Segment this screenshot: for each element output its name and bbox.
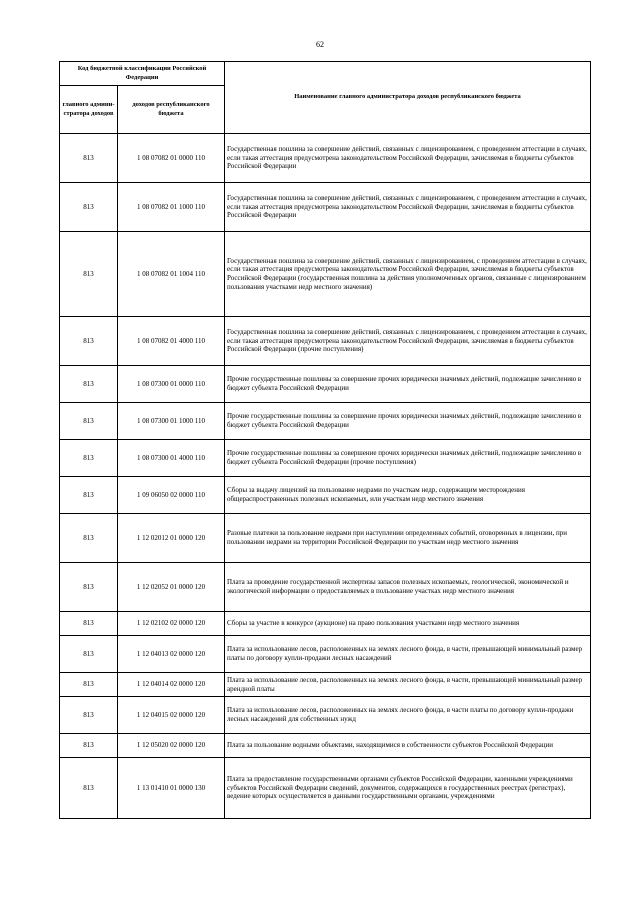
page-number: 62 <box>316 40 324 49</box>
admin-code-cell: 813 <box>60 673 118 697</box>
admin-code-cell: 813 <box>60 232 118 317</box>
revenue-name-cell: Плата за использование лесов, расположенных на землях лесного фонда, в части, превышающей минимальный размер платы по договору купли-продажи лесных насаждений <box>225 636 591 673</box>
revenue-name-cell: Сборы за выдачу лицензий на пользование недрами по участкам недр, содержащим месторождения общераспространенных полезных ископаемых, или участкам недр местного значения <box>225 477 591 514</box>
header-classification-code: Код бюджетной классификации Российской Федерации <box>60 62 225 86</box>
table-row <box>60 612 591 636</box>
revenue-name-cell: Прочие государственные пошлины за совершение прочих юридически значимых действий, подлежащие зачислению в бюджет субъекта Российской Федерации (прочие поступления) <box>225 440 591 477</box>
table-row <box>60 183 591 232</box>
table-row <box>60 440 591 477</box>
revenue-code-cell: 1 12 02052 01 0000 120 <box>118 563 225 612</box>
revenue-code-cell: 1 08 07082 01 1004 110 <box>118 232 225 317</box>
revenue-code-cell: 1 08 07082 01 4000 110 <box>118 317 225 366</box>
revenue-code-cell: 1 08 07300 01 1000 110 <box>118 403 225 440</box>
revenue-code-cell: 1 12 02012 01 0000 120 <box>118 514 225 563</box>
header-admin-name: Наименование главного администратора доходов республиканского бюджета <box>225 62 591 134</box>
revenue-name-cell: Сборы за участие в конкурсе (аукционе) на право пользования участками недр местного значения <box>225 612 591 636</box>
table-row <box>60 477 591 514</box>
table-row <box>60 697 591 734</box>
admin-code-cell: 813 <box>60 563 118 612</box>
table-row <box>60 563 591 612</box>
admin-code-cell: 813 <box>60 612 118 636</box>
admin-code-cell: 813 <box>60 734 118 758</box>
admin-code-cell: 813 <box>60 440 118 477</box>
admin-code-cell: 813 <box>60 134 118 183</box>
revenue-code-cell: 1 12 05020 02 0000 120 <box>118 734 225 758</box>
revenue-code-cell: 1 08 07082 01 0000 110 <box>118 134 225 183</box>
revenue-code-cell: 1 13 01410 01 0000 130 <box>118 758 225 819</box>
table-row <box>60 758 591 819</box>
revenue-code-cell: 1 08 07300 01 4000 110 <box>118 440 225 477</box>
revenue-name-cell: Разовые платежи за пользование недрами при наступлении определенных событий, оговоренных в лицензии, при пользовании недрами на территории Российской Федерации по участкам недр местного значения <box>225 514 591 563</box>
revenue-name-cell: Государственная пошлина за совершение действий, связанных с лицензированием, с проведением аттестации в случаях, если такая аттестация предусмотрена законодательством Российской Федерации, зачисляемая в бюджеты субъектов Российской Федерации (государственная пошлина за действия уполномоченных органов, связанные с лицензированием пользования участками недр местного значения) <box>225 232 591 317</box>
revenue-code-cell: 1 12 02102 02 0000 120 <box>118 612 225 636</box>
admin-code-cell: 813 <box>60 514 118 563</box>
revenue-code-cell: 1 12 04013 02 0000 120 <box>118 636 225 673</box>
revenue-name-cell: Государственная пошлина за совершение действий, связанных с лицензированием, с проведением аттестации в случаях, если такая аттестация предусмотрена законодательством Российской Федерации, зачисляемая в бюджеты субъектов Российской Федерации (прочие поступления) <box>225 317 591 366</box>
admin-code-cell: 813 <box>60 366 118 403</box>
admin-code-cell: 813 <box>60 697 118 734</box>
admin-code-cell: 813 <box>60 183 118 232</box>
revenue-name-cell: Прочие государственные пошлины за совершение прочих юридически значимых действий, подлежащие зачислению в бюджет субъекта Российской Федерации <box>225 366 591 403</box>
admin-code-cell: 813 <box>60 636 118 673</box>
revenue-name-cell: Прочие государственные пошлины за совершение прочих юридически значимых действий, подлежащие зачислению в бюджет субъекта Российской Федерации <box>225 403 591 440</box>
admin-code-cell: 813 <box>60 477 118 514</box>
revenue-code-cell: 1 12 04014 02 0000 120 <box>118 673 225 697</box>
revenue-name-cell: Плата за пользование водными объектами, находящимися в собственности субъектов Российской Федерации <box>225 734 591 758</box>
table-row <box>60 366 591 403</box>
table-body <box>60 134 591 819</box>
revenue-name-cell: Государственная пошлина за совершение действий, связанных с лицензированием, с проведением аттестации в случаях, если такая аттестация предусмотрена законодательством Российской Федерации, зачисляемая в бюджеты субъектов Российской Федерации <box>225 183 591 232</box>
table-row <box>60 673 591 697</box>
table-row <box>60 403 591 440</box>
table-row <box>60 734 591 758</box>
revenue-name-cell: Плата за предоставление государственными органами субъектов Российской Федерации, казенными учреждениями субъектов Российской Федерации сведений, документов, содержащихся в государственных реестрах (регистрах), ведение которых осуществляется в данными государственными органами, учреждениями <box>225 758 591 819</box>
revenue-name-cell: Плата за использование лесов, расположенных на землях лесного фонда, в части, превышающей минимальный размер арендной платы <box>225 673 591 697</box>
admin-code-cell: 813 <box>60 317 118 366</box>
admin-code-cell: 813 <box>60 758 118 819</box>
admin-code-cell: 813 <box>60 403 118 440</box>
revenue-name-cell: Плата за использование лесов, расположенных на землях лесного фонда, в части платы по договору купли-продажи лесных насаждений для собственных нужд <box>225 697 591 734</box>
header-main-admin: главного админи-стратора доходов <box>60 86 118 134</box>
table-row <box>60 134 591 183</box>
revenue-code-cell: 1 12 04015 02 0000 120 <box>118 697 225 734</box>
revenue-code-cell: 1 08 07082 01 1000 110 <box>118 183 225 232</box>
table-row <box>60 514 591 563</box>
revenue-code-cell: 1 09 06050 02 0000 110 <box>118 477 225 514</box>
table-row <box>60 232 591 317</box>
table-row <box>60 317 591 366</box>
revenue-name-cell: Государственная пошлина за совершение действий, связанных с лицензированием, с проведением аттестации в случаях, если такая аттестация предусмотрена законодательством Российской Федерации, зачисляемая в бюджеты субъектов Российской Федерации <box>225 134 591 183</box>
budget-classification-table <box>59 61 591 819</box>
header-revenue-code: доходов республиканского бюджета <box>118 86 225 134</box>
table-row <box>60 636 591 673</box>
revenue-name-cell: Плата за проведение государственной экспертизы запасов полезных ископаемых, геологической, экономической и экологической информации о предоставляемых в пользование участках недр местного значения <box>225 563 591 612</box>
revenue-code-cell: 1 08 07300 01 0000 110 <box>118 366 225 403</box>
